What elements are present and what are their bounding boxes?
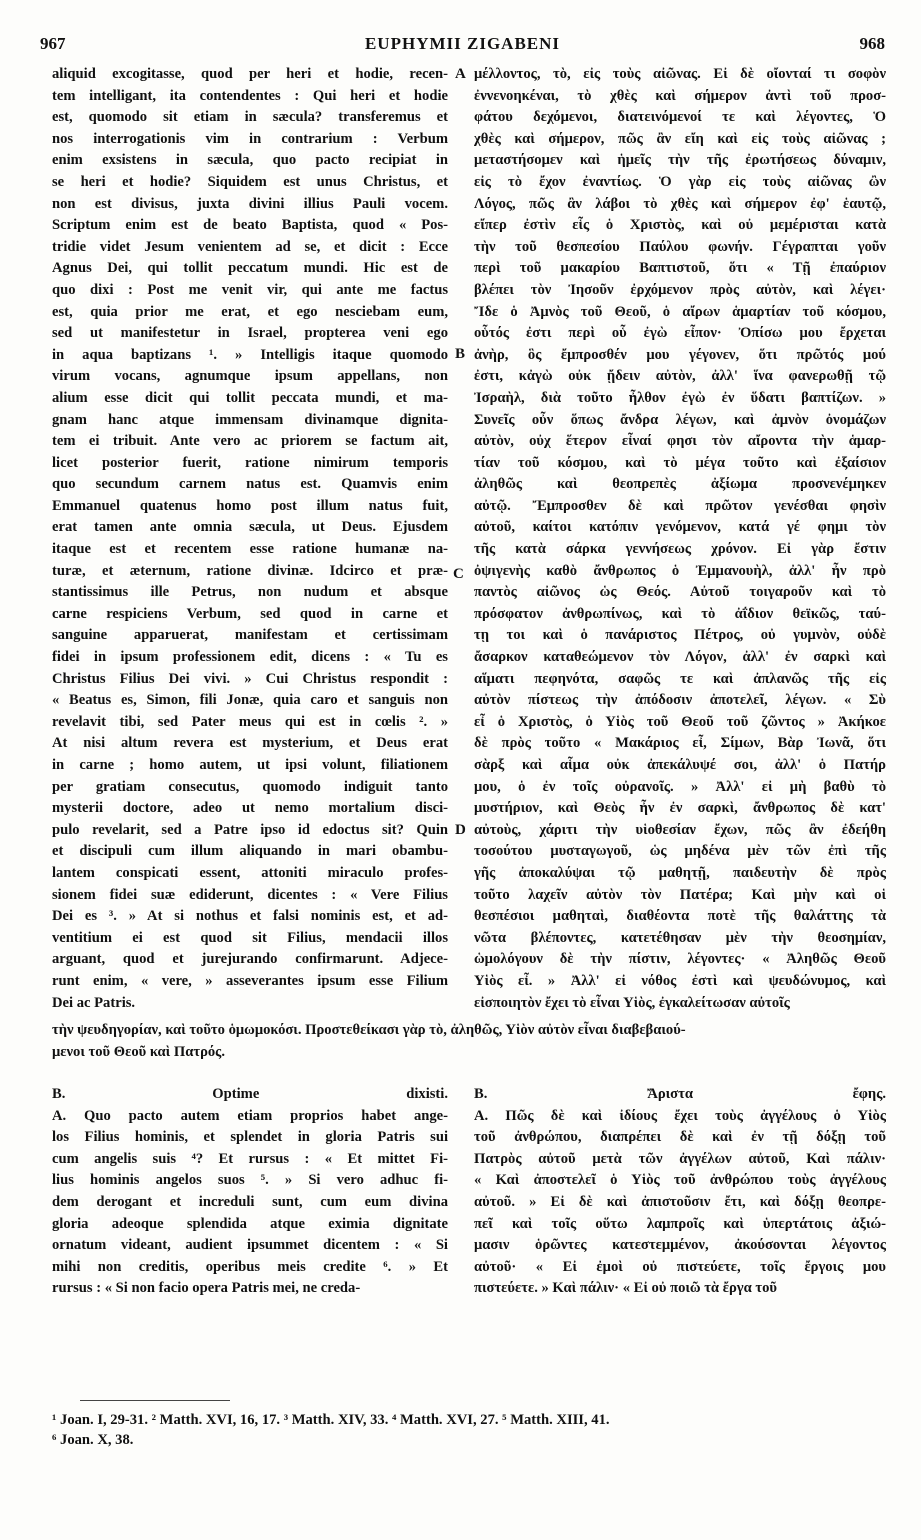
- latin-text-line: gloria adeoque splendida atque eximia dignitate: [52, 1215, 448, 1232]
- greek-text-line: τοσούτου μυσταγωγοῦ, ὡς μηδένα μὲν τῶν ἐπὶ τῆς: [474, 843, 886, 860]
- greek-text-line: ἐννενοηκέναι, τὸ χθὲς καὶ σήμερον ἀντὶ τοῦ προσ-: [474, 87, 886, 104]
- greek-text-line: φάτου δεχόμενοι, διατεινόμενοί τε καὶ λέγοντες, Ὁ: [474, 109, 886, 126]
- latin-text-line: Scriptum enim est de beato Baptista, quod « Pos-: [52, 217, 448, 234]
- section-marker-d: D: [455, 822, 466, 838]
- latin-text-line: est, quia prior me erat, et ego nesciebam eum,: [52, 303, 448, 320]
- greek-text-line: τὴν τοῦ θεσπεσίου Παύλου φωνήν. Γέγραπται γοῦν: [474, 238, 886, 255]
- latin-text-line: arguant, quod et jurejurando confirmarunt. Adjece-: [52, 951, 448, 968]
- greek-text-line: πεῖ καὶ τοῖς οὕτω λαμπροῖς καὶ ὑπερτάτοις ἀξιώ-: [474, 1215, 886, 1232]
- latin-text-line: erat tamen ante omnia sæcula, ut Deus. Ejusdem: [52, 519, 448, 536]
- latin-text-line: sanguine apparuerat, manifestam et certissimam: [52, 627, 448, 644]
- greek-text-line: Β. Ἄριστα ἔφης.: [474, 1086, 886, 1102]
- greek-text-line: εἰσποιητὸν ἔχει τὸ εἶναι Υἱὸς, ἐγκαλείτωσαν αὐτοῖς: [474, 994, 790, 1011]
- latin-text-line: alium esse dicit qui tollit peccata mundi, et ma-: [52, 389, 448, 406]
- latin-text-line: lius hominis angelos suos ⁵. » Si vero adhuc fi-: [52, 1172, 448, 1189]
- greek-column-bottom: [474, 1084, 886, 1300]
- latin-text-line: est, quomodo sit etiam in sæcula? transferemus et: [52, 109, 448, 126]
- latin-text-line: mihi non creditis, operibus meis credite ⁶. » Et: [52, 1258, 448, 1275]
- greek-text-line: ὀψιγενὴς καθὸ ἄνθρωπος ὁ Ἐμμανουὴλ, ἀλλ' ἦν πρὸ: [474, 562, 886, 579]
- latin-text-line: Dei ac Patris.: [52, 994, 136, 1011]
- greek-text-line: θεσπέσιοι μαθηταὶ, διαθέοντα ποτὲ τῆς θαλάττης τὰ: [474, 908, 886, 925]
- page-title: EUPHYMII ZIGABENI: [364, 34, 561, 53]
- greek-text-line: Λόγος, πῶς ἂν λάβοι τὸ χθὲς καὶ σήμερον ἐφ' ἑαυτῷ,: [474, 195, 886, 212]
- latin-text-line: revelavit tibi, sed Pater meus qui est in cœlis ². »: [52, 713, 448, 730]
- latin-text-line: dem derogant et increduli sunt, cum eum divina: [52, 1193, 448, 1210]
- greek-text-line: τὴν ψευδηγορίαν, καὶ τοῦτο ὁμωμοκόσι. Προστεθείκασι γὰρ τὸ, ἀληθῶς, Υἱὸν αὐτὸν εἶναι διαβεβαιού-: [52, 1022, 686, 1038]
- greek-text-line: μενοι τοῦ Θεοῦ καὶ Πατρός.: [52, 1043, 225, 1060]
- greek-text-line: τοῦ ἀνθρώπου, διαπρέπει δὲ καὶ ἐν τῇ δόξῃ τοῦ: [474, 1129, 886, 1146]
- latin-text-line: B. Optime dixisti.: [52, 1086, 448, 1102]
- greek-text-line: αὐτοὺς, χάριτι τὴν υἱοθεσίαν ἔχων, πῶς ἂν ἐδεήθη: [474, 821, 886, 838]
- greek-text-line: εἴπερ ἐστὶν εἷς ὁ Χριστὸς, καὶ οὐ μεμέρισται κατὰ: [474, 217, 886, 234]
- greek-text-line: μου, ὁ ἐν τοῖς οὐρανοῖς. » Ἀλλ' εἰ μὴ βαθὺ τὸ: [474, 778, 886, 795]
- full-width-continuation: [52, 1020, 886, 1063]
- latin-text-line: stantissimus ille Petrus, non nudum et absque: [52, 584, 448, 601]
- running-header: [40, 34, 885, 56]
- latin-text-line: fidei in ipsum professionem edit, dicens : « Tu es: [52, 649, 448, 666]
- greek-text-line: Ἴδε ὁ Ἀμνὸς τοῦ Θεοῦ, ὁ αἴρων ἁμαρτίαν τοῦ κόσμου,: [474, 303, 886, 320]
- latin-text-line: Agnus Dei, qui tollit peccatum mundi. Hic est de: [52, 260, 448, 277]
- greek-text-line: οὗτός ἐστι περὶ οὗ ἐγὼ εἶπον· Ὀπίσω μου ἔρχεται: [474, 325, 886, 342]
- greek-text-line: « Καὶ ἀποστελεῖ ὁ Υἱὸς τοῦ ἀνθρώπου τοὺς ἀγγέλους: [474, 1172, 886, 1189]
- greek-text-line: ὡμολόγουν δὲ τὴν πίστιν, λέγοντες· « Ἀληθῶς Θεοῦ: [474, 951, 886, 968]
- latin-text-line: itaque est et recentem esse ratione humanæ na-: [52, 541, 448, 558]
- latin-text-line: per gratiam consecutus, quomodo indiguit tanto: [52, 778, 448, 795]
- greek-text-line: τοῦτο λαχεῖν αὐτὸν τὸν Πατέρα; Καὶ μὴν καὶ οἱ: [474, 886, 886, 903]
- latin-text-line: runt enim, « vere, » asseverantes ipsum esse Filium: [52, 972, 448, 989]
- greek-text-line: εἰς τὸ ἔχον ἐναντίως. Ὁ γὰρ εἰς τοὺς αἰῶνας ὢν: [474, 173, 886, 190]
- greek-text-line: Συνεῖς οὖν ὅπως ἄνδρα λέγων, καὶ ἀμνὸν ὀνομάζων: [474, 411, 886, 428]
- latin-text-line: sed ut manifestetur in Israel, propterea veni ego: [52, 325, 448, 342]
- footnote-line: ¹ Joan. I, 29-31. ² Matth. XVI, 16, 17. ³ Matth. XIV, 33. ⁴ Matth. XVI, 27. ⁵ Matth. XIII, 41.: [52, 1412, 610, 1428]
- greek-text-line: πιστεύετε. » Καὶ πάλιν· « Εἰ οὐ ποιῶ τὰ ἔργα τοῦ: [474, 1280, 777, 1297]
- latin-text-line: Christus Filius Dei vivi. » Cui Christus respondit :: [52, 670, 448, 687]
- latin-text-line: turæ, et æternum, ratione divinæ. Idcirco et præ-: [52, 562, 448, 579]
- latin-text-line: ventitium ei est quod sit Filius, mendacii illos: [52, 929, 448, 946]
- latin-text-line: enim exsistens in sæcula, quo pacto recipiat in: [52, 152, 448, 169]
- greek-text-line: σὰρξ καὶ αἷμα οὐκ ἀπεκάλυψέ σοι, ἀλλ' ὁ Πατήρ: [474, 757, 886, 773]
- latin-text-line: gnam hanc atque immensam divinamque dignita-: [52, 411, 448, 428]
- latin-text-line: et discipuli cum illum aliquando in mari obambu-: [52, 843, 448, 860]
- latin-text-line: se heri et hodie? Siquidem est unus Christus, et: [52, 173, 448, 190]
- latin-text-line: ornatum videant, audient ipsummet dicentem : « Si: [52, 1237, 448, 1254]
- section-marker-b: B: [455, 346, 466, 362]
- latin-text-line: tem ei tribuit. Ante vero ac priorem se factum ait,: [52, 433, 448, 450]
- footnote-rule: [80, 1400, 230, 1401]
- greek-text-line: χθὲς καὶ σήμερον, πῶς ἂν εἴη καὶ εἰς τοὺς αἰῶνας ;: [474, 130, 886, 147]
- latin-text-line: rursus : « Si non facio opera Patris mei, ne creda-: [52, 1280, 361, 1297]
- latin-text-line: in aqua baptizans ¹. » Intelligis itaque quomodo: [52, 346, 448, 363]
- greek-text-line: Πατρὸς αὐτοῦ μετὰ τῶν ἀγγέλων αὐτοῦ, Καὶ πάλιν·: [474, 1150, 886, 1167]
- latin-text-line: carne respiciens Verbum, sed quod in carne et: [52, 605, 448, 622]
- greek-text-line: αὐτοῦ. » Εἰ δὲ καὶ ἀπιστοῦσιν ἔτι, καὶ δόξῃ θεοπρε-: [474, 1193, 886, 1210]
- latin-text-line: lantem conspicati essent, attoniti miraculo profes-: [52, 864, 448, 881]
- latin-text-line: in carne ; homo autem, ut ipsi volunt, filiationem: [52, 757, 448, 773]
- greek-text-line: Α. Πῶς δὲ καὶ ἰδίους ἔχει τοὺς ἀγγέλους ὁ Υἱὸς: [474, 1107, 886, 1124]
- greek-text-line: αὐτὸν πίστεως τὴν ἀπόδοσιν ἀποτελεῖ, λέγων. « Σὺ: [474, 692, 886, 709]
- greek-text-line: μυστήριον, καὶ Θεὸς ἦν ἐν σαρκὶ, ἄνθρωπος δὲ κατ': [474, 800, 886, 817]
- footnotes: [52, 1410, 886, 1450]
- greek-text-line: Ἰσραὴλ, διὰ τοῦτο ἦλθον ἐγὼ ἐν ὕδατι βαπτίζων. »: [474, 389, 886, 406]
- greek-text-line: αὐτῷ. Ἔμπροσθεν δὲ καὶ πρῶτον γενέσθαι φησὶν: [474, 497, 886, 514]
- latin-text-line: sionem fidei suæ ediderunt, dicentes : « Vere Filius: [52, 886, 448, 903]
- greek-text-line: εἶ ὁ Χριστὸς, ὁ Υἱὸς τοῦ Θεοῦ τοῦ ζῶντος » Ἀκήκοε: [474, 713, 886, 730]
- greek-text-line: Υἱὸς εἶ. » Ἀλλ' εἰ νόθος ἐστὶ καὶ ψευδώνυμος, καὶ: [474, 972, 886, 989]
- latin-text-line: pulo revelarit, sed a Patre ipso id edoctus sit? Quin: [52, 821, 448, 838]
- greek-column-top: [474, 64, 886, 1014]
- greek-text-line: αὐτὸν, οὐχ ἕτερον εἶναί φησι τὸν αἴροντα τὴν ἁμαρ-: [474, 433, 886, 450]
- greek-text-line: νῶτα βλέποντες, κατετέθησαν μὲν τὴν θεοσημίαν,: [474, 929, 886, 946]
- greek-text-line: αὐτοῦ, καίτοι κατόπιν γενόμενον, κατά γέ φημι τὸν: [474, 519, 886, 536]
- latin-text-line: aliquid excogitasse, quod per heri et hodie, recen-: [52, 66, 448, 82]
- latin-column-bottom: [52, 1084, 448, 1300]
- page-number-right: 968: [859, 34, 885, 53]
- section-marker-a: A: [455, 66, 466, 82]
- greek-text-line: ἐστι, κἀγὼ οὐκ ᾔδειν αὐτὸν, ἀλλ' ἵνα φανερωθῇ τῷ: [474, 368, 886, 385]
- greek-text-line: μεταστήσομεν καὶ ἡμεῖς τὴν τῆς ἐρωτήσεως δύναμιν,: [474, 152, 886, 169]
- greek-text-line: γῆς ἀποκαλύψαι τῷ μαθητῇ, παιδευτὴν δὲ πρὸς: [474, 864, 886, 881]
- section-marker-c: C: [453, 566, 464, 582]
- greek-text-line: ἀνὴρ, ὃς ἔμπροσθέν μου γέγονεν, ὅτι πρῶτός μού: [474, 346, 886, 363]
- greek-text-line: τῆς κατὰ σάρκα γεννήσεως χρόνον. Εἰ γὰρ ἔστιν: [474, 541, 886, 558]
- greek-text-line: αἵματι πεφηνότα, σαφῶς τε καὶ ἀπλανῶς τῆς εἰς: [474, 670, 886, 687]
- greek-text-line: πρόσφατον ἀνθρωπίνως, καὶ τὸ ἀΐδιον θεϊκῶς, ταύ-: [474, 605, 886, 622]
- greek-text-line: ἀληθῶς καὶ θεοπρεπὲς ἀξίωμα προσνενέμηκεν: [474, 476, 886, 493]
- latin-text-line: non est divisus, juxta divini illius Pauli vocem.: [52, 195, 448, 212]
- latin-text-line: licet posterior fuerit, ratione nimirum temporis: [52, 454, 448, 471]
- greek-text-line: περὶ τοῦ μακαρίου Βαπτιστοῦ, ὅτι « Τῇ ἐπαύριον: [474, 260, 886, 277]
- latin-text-line: quo secundum carnem natus est. Quamvis enim: [52, 476, 448, 493]
- greek-text-line: τίαν τοῦ κόσμου, καὶ τὸ μέγα τοῦτο καὶ ἐξαίσιον: [474, 454, 886, 471]
- latin-text-line: At nisi altum revera est mysterium, et Deus erat: [52, 735, 448, 752]
- latin-text-line: nos interrogationis vim in contrarium : Verbum: [52, 130, 448, 147]
- greek-text-line: μέλλοντος, τὸ, εἰς τοὺς αἰῶνας. Εἰ δὲ οἴονταί τι σοφὸν: [474, 66, 886, 82]
- footnote-line: ⁶ Joan. X, 38.: [52, 1432, 134, 1448]
- latin-text-line: los Filius hominis, et splendet in gloria Patris sui: [52, 1129, 448, 1146]
- greek-text-line: βλέπει τὸν Ἰησοῦν ἐρχόμενον πρὸς αὐτὸν, καὶ λέγει·: [474, 281, 886, 298]
- latin-text-line: Emmanuel quatenus homo post illum natus fuit,: [52, 497, 448, 514]
- latin-column-top: [52, 64, 448, 1014]
- latin-text-line: « Beatus es, Simon, fili Jonæ, quia caro et sanguis non: [52, 692, 448, 709]
- latin-text-line: quo dixi : Post me venit vir, qui ante me factus: [52, 281, 448, 298]
- latin-text-line: tridie videt Jesum venientem ad se, et dicit : Ecce: [52, 238, 448, 255]
- greek-text-line: τῃ τοι καὶ ὁ πανάριστος Πέτρος, οὐ γυμνὸν, οὐδὲ: [474, 627, 886, 644]
- latin-text-line: A. Quo pacto autem etiam proprios habet ange-: [52, 1107, 448, 1124]
- latin-text-line: tem intelligant, ita contendentes : Qui heri et hodie: [52, 87, 448, 104]
- latin-text-line: cum angelis suis ⁴? Et rursus : « Et mittet Fi-: [52, 1150, 448, 1167]
- latin-text-line: Dei es ³. » At si nothus et falsi nominis est, et ad-: [52, 908, 448, 925]
- greek-text-line: ἄσαρκον καταθεώμενον τὸν Λόγον, ἀλλ' ἐν σαρκὶ καὶ: [474, 649, 886, 666]
- greek-text-line: μασιν ὁρῶντες κατεστεμμένον, ἀκούσονται λέγοντος: [474, 1237, 886, 1254]
- greek-text-line: δὲ πρὸς τοῦτο « Μακάριος εἶ, Σίμων, Βὰρ Ἰωνᾶ, ὅτι: [474, 735, 886, 752]
- latin-text-line: mysterii doctore, adeo ut nemo mortalium disci-: [52, 800, 448, 817]
- greek-text-line: παντὸς αἰῶνος ὡς Θεός. Αὐτοῦ τοιγαροῦν καὶ τὸ: [474, 584, 886, 601]
- latin-text-line: virum vocans, agnumque ipsum appellans, non: [52, 368, 448, 385]
- greek-text-line: αὐτοῦ· « Εἰ ἐμοὶ οὐ πιστεύετε, τοῖς ἔργοις μου: [474, 1258, 886, 1275]
- page-number-left: 967: [40, 34, 66, 53]
